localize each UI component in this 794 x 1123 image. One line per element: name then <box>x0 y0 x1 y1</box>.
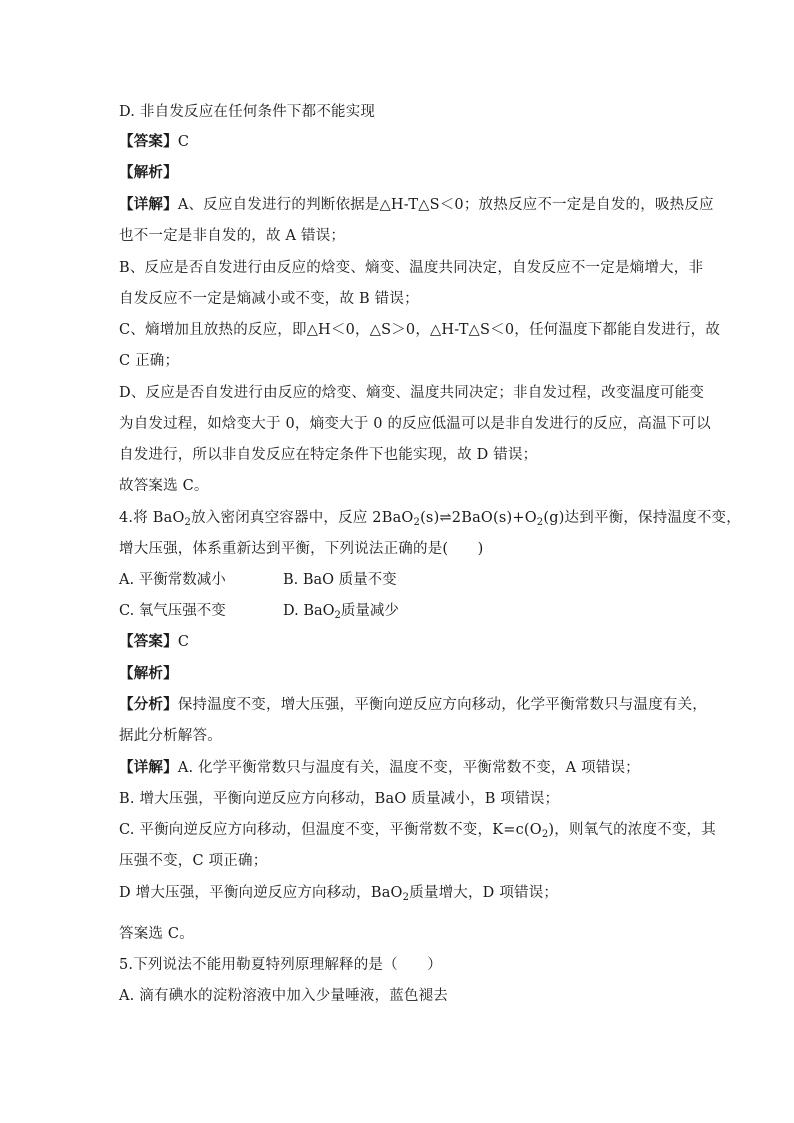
q4-detail-line-4: 压强不变，C 项正确； <box>119 853 268 869</box>
subscript: 2 <box>184 517 192 528</box>
q3-detail-line-1 <box>119 195 714 215</box>
detail-text: D 增大压强，平衡向逆反应方向移动，BaO <box>119 885 403 901</box>
q4-stem-line-2: 增大压强，体系重新达到平衡，下列说法正确的是( ) <box>119 541 484 557</box>
q4-option-c: C. 氧气压强不变 <box>119 603 226 619</box>
q4-answer <box>119 632 679 652</box>
detail-tag: 【详解】 <box>119 196 178 213</box>
q3-analysis-tag: 【解析】 <box>119 164 178 181</box>
subscript: 2 <box>541 829 549 840</box>
stem-text: 放入密闭真空容器中，反应 2BaO <box>191 510 414 526</box>
detail-text: A、反应自发进行的判断依据是△H-T△S＜0；放热反应不一定是自发的，吸热反应 <box>177 197 714 213</box>
q3-detail-line-7: D、反应是否自发进行由反应的焓变、熵变、温度共同决定；非自发过程，改变温度可能变 <box>119 385 705 401</box>
fenxi-tag: 【分析】 <box>119 696 178 713</box>
q4-detail-line-5 <box>119 883 679 903</box>
subscript: 2 <box>413 517 421 528</box>
q4-detail-line-2: B. 增大压强，平衡向逆反应方向移动，BaO 质量减小，B 项错误； <box>119 791 560 807</box>
stem-text: (g)达到平衡，保持温度不变， <box>543 510 741 526</box>
detail-text: )，则氧气的浓度不变，其 <box>548 822 716 838</box>
q3-detail-line-3: B、反应是否自发进行由反应的焓变、熵变、温度共同决定，自发反应不一定是熵增大，非 <box>119 260 704 276</box>
q4-option-b: B. BaO 质量不变 <box>283 572 397 588</box>
option-text: 质量减少 <box>340 603 399 619</box>
q4-fenxi-line-1 <box>119 695 708 715</box>
q4-option-d <box>283 601 399 621</box>
q4-detail-line-3 <box>119 820 716 840</box>
detail-text: A. 化学平衡常数只与温度有关，温度不变，平衡常数不变，A 项错误； <box>177 760 640 776</box>
answer-tag: 【答案】 <box>119 133 178 150</box>
subscript: 2 <box>402 892 410 903</box>
stem-text: (s)⇌2BaO(s)+O <box>420 510 537 526</box>
q3-option-d: D. 非自发反应在任何条件下都不能实现 <box>119 104 376 120</box>
q5-option-a: A. 滴有碘水的淀粉溶液中加入少量唾液，蓝色褪去 <box>119 988 448 1004</box>
detail-text: C. 平衡向逆反应方向移动，但温度不变，平衡常数不变，K=c(O <box>119 822 542 838</box>
q3-detail-line-4: 自发反应不一定是熵减小或不变，故 B 错误； <box>119 291 419 307</box>
answer-tag: 【答案】 <box>119 633 178 650</box>
q4-detail-line-1 <box>119 758 679 778</box>
detail-tag: 【详解】 <box>119 759 178 776</box>
subscript: 2 <box>536 517 544 528</box>
stem-text: 4.将 BaO <box>119 510 185 526</box>
fenxi-text: 保持温度不变，增大压强，平衡向逆反应方向移动，化学平衡常数只与温度有关， <box>177 697 708 713</box>
q3-answer <box>119 132 679 152</box>
answer-value: C <box>177 134 190 150</box>
q4-option-a: A. 平衡常数减小 <box>119 572 226 588</box>
q3-detail-line-9: 自发进行，所以非自发反应在特定条件下也能实现，故 D 错误； <box>119 447 538 463</box>
q3-final-answer: 故答案选 C。 <box>119 478 209 494</box>
q5-stem: 5.下列说法不能用勒夏特列原理解释的是（ ） <box>119 957 442 973</box>
q4-final-answer: 答案选 C。 <box>119 926 194 942</box>
option-text: D. BaO <box>283 603 335 619</box>
q4-stem-line-1 <box>119 508 741 528</box>
q4-analysis-tag: 【解析】 <box>119 665 178 682</box>
q3-detail-line-2: 也不一定是非自发的，故 A 错误； <box>119 228 346 244</box>
subscript: 2 <box>334 610 341 621</box>
answer-value: C <box>177 634 190 650</box>
q3-detail-line-6: C 正确； <box>119 353 180 369</box>
q3-detail-line-5: C、熵增加且放热的反应，即△H＜0，△S＞0，△H-T△S＜0，任何温度下都能自发进行，故 <box>119 322 721 338</box>
q4-fenxi-line-2: 据此分析解答。 <box>119 728 222 744</box>
detail-text: 质量增大，D 项错误； <box>409 885 559 901</box>
q3-detail-line-8: 为自发过程，如焓变大于 0，熵变大于 0 的反应低温可以是非自发进行的反应，高温下可以 <box>119 416 711 432</box>
